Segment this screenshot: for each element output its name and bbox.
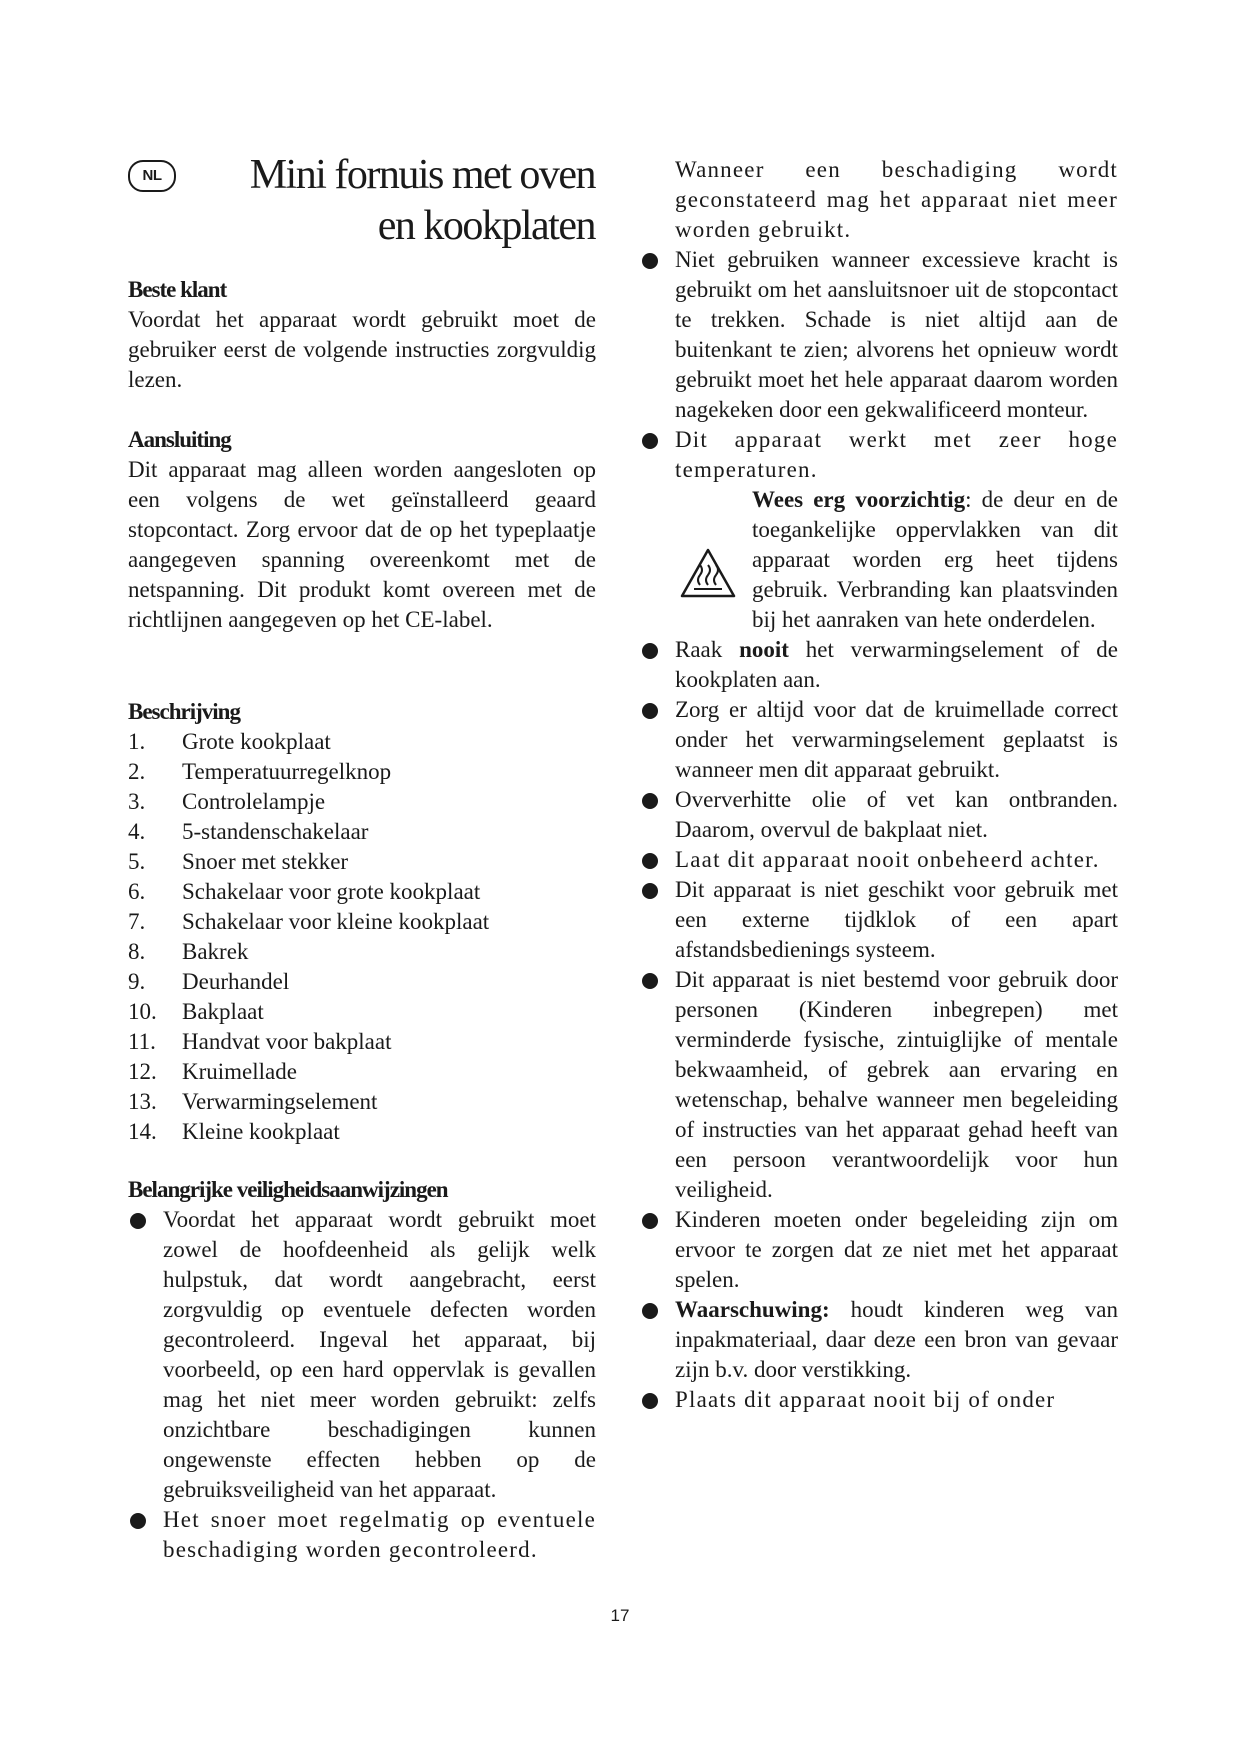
list-item [128, 727, 596, 757]
list-item-number: 11. [128, 1029, 156, 1054]
list-item-number: 7. [128, 909, 146, 934]
connection-section [128, 425, 596, 635]
list-item-label: Controlelampje [182, 789, 326, 814]
list-item-label: 5-standenschakelaar [182, 819, 369, 844]
list-item-label: Temperatuurregelknop [182, 759, 392, 784]
list-item [128, 1087, 596, 1117]
page-title [210, 150, 595, 252]
greeting-text: Voordat het apparaat wordt gebruikt moet de gebruiker eerst de volgende instructies zorgvuldig lezen. [128, 307, 596, 392]
list-item [128, 937, 596, 967]
list-item-number: 1. [128, 729, 146, 754]
hot-surface-warning-icon [680, 547, 736, 599]
greeting-heading: Beste klant [128, 277, 227, 302]
description-section [128, 697, 596, 1147]
list-item-number: 13. [128, 1089, 157, 1114]
list-item: Plaats dit apparaat nooit bij of onder [640, 1385, 1118, 1415]
list-item: Kinderen moeten onder begeleiding zijn om ervoor te zorgen dat ze niet met het apparaat spelen. [640, 1205, 1118, 1295]
list-item: Dit apparaat is niet geschikt voor gebruik met een externe tijdklok of een apart afstandsbedienings systeem. [640, 875, 1118, 965]
bullet-dot-icon [642, 253, 658, 269]
list-item [128, 847, 596, 877]
list-item [128, 787, 596, 817]
hot-warning-bold: Wees erg voorzichtig [752, 487, 966, 512]
list-item-number: 4. [128, 819, 146, 844]
right-column [640, 155, 1118, 1415]
list-item: Waarschuwing: houdt kinderen weg van inpakmateriaal, daar deze een bron van gevaar zijn b.v. door verstikking. [640, 1295, 1118, 1385]
safety-heading: Belangrijke veiligheidsaanwijzingen [128, 1177, 448, 1202]
bullet-dot-icon [642, 973, 658, 989]
greeting-section [128, 275, 596, 395]
list-item-label: Bakplaat [182, 999, 264, 1024]
bullet-dot-icon [642, 643, 658, 659]
list-item [128, 817, 596, 847]
page-number: 17 [610, 1606, 630, 1625]
list-item-label: Verwarmingselement [182, 1089, 378, 1114]
list-item-label: Schakelaar voor kleine kookplaat [182, 909, 490, 934]
list-item-number: 10. [128, 999, 157, 1024]
list-item-number: 2. [128, 759, 146, 784]
title-line-1: Mini fornuis met oven [249, 152, 595, 198]
list-item: Niet gebruiken wanneer excessieve kracht is gebruikt om het aansluitsnoer uit de stopcontact te trekken. Schade is niet altijd aan de buitenkant te zien; alvorens het opnieuw wordt gebruikt moet het hele apparaat daarom worden nagekeken door een gekwalificeerd monteur. [640, 245, 1118, 425]
list-item-label: Snoer met stekker [182, 849, 349, 874]
list-item-number: 9. [128, 969, 146, 994]
list-item [128, 877, 596, 907]
list-item-number: 14. [128, 1119, 157, 1144]
safety-section-left [128, 1175, 596, 1565]
bullet-dot-icon [642, 793, 658, 809]
list-item: Laat dit apparaat nooit onbeheerd achter. [640, 845, 1118, 875]
list-item: Dit apparaat werkt met zeer hoge temperaturen. [640, 425, 1118, 485]
bullet-dot-icon [130, 1513, 146, 1529]
bullet-dot-icon [642, 853, 658, 869]
list-item-label: Deurhandel [182, 969, 290, 994]
bullet-dot-icon [642, 703, 658, 719]
list-item-label: Schakelaar voor grote kookplaat [182, 879, 481, 904]
list-item: Raak nooit het verwarmingselement of de kookplaten aan. [640, 635, 1118, 695]
list-item: Het snoer moet regelmatig op eventuele beschadiging worden gecontroleerd. [128, 1505, 596, 1565]
description-heading: Beschrijving [128, 699, 240, 724]
list-item: Zorg er altijd voor dat de kruimellade correct onder het verwarmingselement geplaatst is wanneer men dit apparaat gebruikt. [640, 695, 1118, 785]
bullet-dot-icon [642, 433, 658, 449]
title-line-2: en kookplaten [377, 203, 595, 249]
list-item-number: 5. [128, 849, 146, 874]
list-item [128, 997, 596, 1027]
list-item [128, 757, 596, 787]
list-item: Oververhitte olie of vet kan ontbranden. Daarom, overvul de bakplaat niet. [640, 785, 1118, 845]
list-item-label: Bakrek [182, 939, 249, 964]
list-item [128, 1117, 596, 1147]
list-item: Dit apparaat is niet bestemd voor gebruik door personen (Kinderen inbegrepen) met verminderde fysische, zintuiglijke of mentale bekwaamheid, of gebrek aan ervaring en wetenschap, behalve wanneer men begeleiding of instructies van het apparaat gehad heeft van een persoon verantwoordelijk voor hun veiligheid. [640, 965, 1118, 1205]
bullet-dot-icon [642, 1393, 658, 1409]
description-list [128, 727, 596, 1147]
list-item: Voordat het apparaat wordt gebruikt moet zowel de hoofdeenheid als gelijk welk hulpstuk, dat wordt aangebracht, eerst zorgvuldig op eventuele defecten worden gecontroleerd. Ingeval het apparaat, bij voorbeeld, op een hard oppervlak is gevallen mag het niet meer worden gebruikt: zelfs onzichtbare beschadigingen kunnen ongewenste effecten hebben op de gebruiksveiligheid van het apparaat. [128, 1205, 596, 1505]
list-item-label: Kleine kookplaat [182, 1119, 340, 1144]
list-item-label: Grote kookplaat [182, 729, 331, 754]
connection-text: Dit apparaat mag alleen worden aangesloten op een volgens de wet geïnstalleerd geaard stopcontact. Zorg ervoor dat de op het typeplaatje aangegeven spanning overeenkomt met de netspanning. Dit produkt komt overeen met de richtlijnen aangegeven op het CE-label. [128, 457, 596, 632]
safety-continuation: Wanneer een beschadiging wordt geconstateerd mag het apparaat niet meer worden gebruikt. [675, 157, 1118, 242]
hot-warning-text: : de deur en de toegankelijke oppervlakken van dit apparaat worden erg heet tijdens gebruik. Verbranding kan plaatsvinden bij het aanraken van hete onderdelen. [752, 487, 1118, 632]
list-item-number: 6. [128, 879, 146, 904]
list-item-label: Handvat voor bakplaat [182, 1029, 392, 1054]
list-item [128, 967, 596, 997]
bullet-dot-icon [642, 1303, 658, 1319]
list-item-number: 3. [128, 789, 146, 814]
safety-list-right [640, 245, 1118, 485]
list-item [128, 1027, 596, 1057]
connection-heading: Aansluiting [128, 427, 231, 452]
language-badge: NL [128, 160, 176, 192]
list-item-number: 12. [128, 1059, 157, 1084]
list-item-label: Kruimellade [182, 1059, 297, 1084]
safety-list-left [128, 1205, 596, 1565]
bullet-dot-icon [642, 1213, 658, 1229]
list-item-number: 8. [128, 939, 146, 964]
bullet-dot-icon [130, 1213, 146, 1229]
hot-surface-warning [640, 485, 1118, 635]
list-item [128, 1057, 596, 1087]
list-item [128, 907, 596, 937]
bullet-dot-icon [642, 883, 658, 899]
safety-list-right-2 [640, 635, 1118, 1415]
